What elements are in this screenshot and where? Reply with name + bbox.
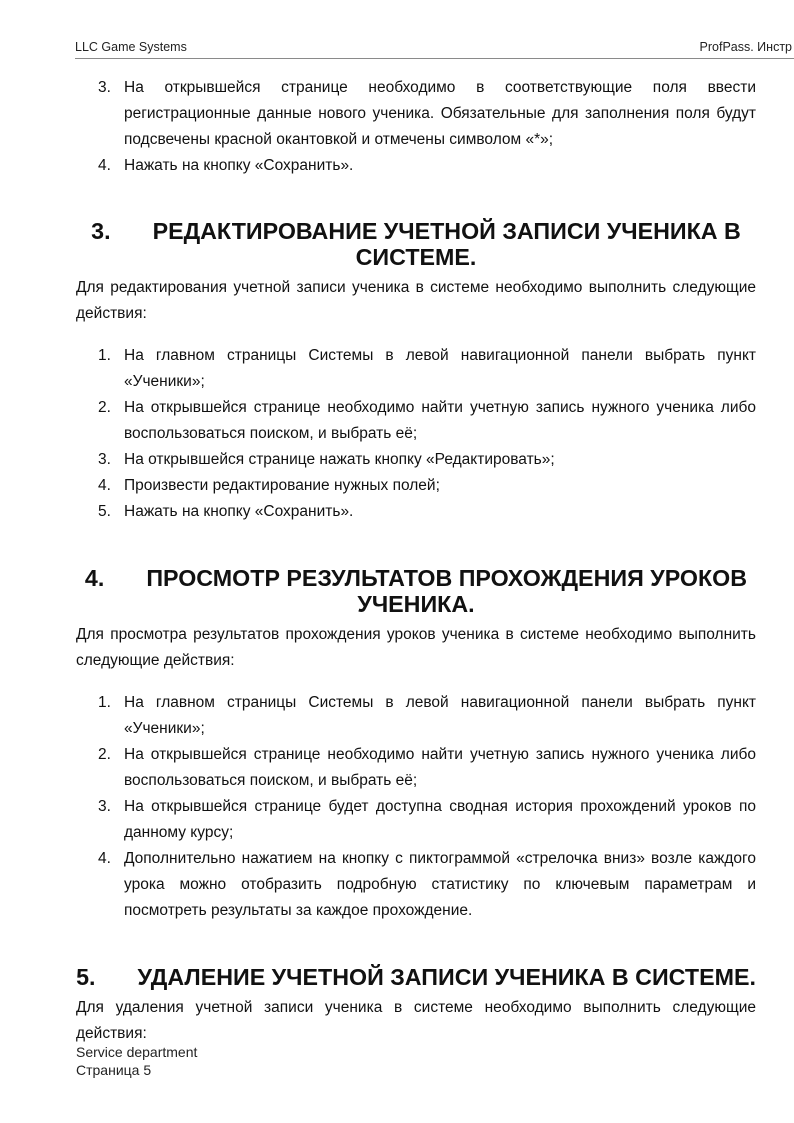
list-item-text: Нажать на кнопку «Сохранить». bbox=[124, 157, 354, 174]
intro-steps-list bbox=[76, 75, 756, 179]
list-item bbox=[76, 473, 756, 499]
list-item-text: На открывшейся странице необходимо найти учетную запись нужного ученика либо воспользоваться поиском, и выбрать её; bbox=[124, 399, 756, 442]
list-item-text: Произвести редактирование нужных полей; bbox=[124, 477, 440, 494]
list-item-text: Дополнительно нажатием на кнопку с пиктограммой «стрелочка вниз» возле каждого урока можно отобразить подробную статистику по ключевым параметрам и посмотреть результаты за каждое прохождение. bbox=[124, 850, 756, 919]
section-heading-results bbox=[76, 565, 756, 617]
list-item-number: 1. bbox=[98, 694, 111, 711]
list-item-number: 4. bbox=[98, 477, 111, 494]
footer-department: Service department bbox=[76, 1044, 198, 1060]
list-item-text: На открывшейся странице необходимо в соответствующие поля ввести регистрационные данные нового ученика. Обязательные для заполнения поля будут подсвечены красной окантовкой и отмечены символом «*»; bbox=[124, 79, 756, 148]
list-item bbox=[76, 742, 756, 794]
list-item-number: 1. bbox=[98, 347, 111, 364]
list-item bbox=[76, 447, 756, 473]
page-footer bbox=[76, 1043, 197, 1079]
list-item-number: 2. bbox=[98, 399, 111, 416]
list-item bbox=[76, 794, 756, 846]
list-item-text: Нажать на кнопку «Сохранить». bbox=[124, 503, 354, 520]
section-title: ПРОСМОТР РЕЗУЛЬТАТОВ ПРОХОЖДЕНИЯ УРОКОВ УЧЕНИКА. bbox=[146, 565, 748, 617]
list-item-number: 3. bbox=[98, 451, 111, 468]
list-item-number: 4. bbox=[98, 157, 111, 174]
list-item-text: На главном страницы Системы в левой навигационной панели выбрать пункт «Ученики»; bbox=[124, 347, 756, 390]
list-item-number: 3. bbox=[98, 798, 111, 815]
section-steps-list bbox=[76, 343, 756, 525]
header-doc-title: ProfPass. Инстр bbox=[699, 40, 792, 54]
section-title: РЕДАКТИРОВАНИЕ УЧЕТНОЙ ЗАПИСИ УЧЕНИКА В СИСТЕМЕ. bbox=[152, 218, 741, 270]
section-number: 3. bbox=[91, 218, 111, 244]
section-number: 5. bbox=[76, 964, 96, 990]
list-item bbox=[76, 499, 756, 525]
header-company: LLC Game Systems bbox=[75, 40, 187, 54]
section-steps-list bbox=[76, 690, 756, 924]
list-item bbox=[76, 153, 756, 179]
list-item-text: На открывшейся странице необходимо найти учетную запись нужного ученика либо воспользоваться поиском, и выбрать её; bbox=[124, 746, 756, 789]
list-item-text: На открывшейся странице нажать кнопку «Редактировать»; bbox=[124, 451, 555, 468]
list-item bbox=[76, 395, 756, 447]
list-item-number: 4. bbox=[98, 850, 111, 867]
footer-page-number: Страница 5 bbox=[76, 1062, 152, 1078]
section-intro: Для редактирования учетной записи ученика в системе необходимо выполнить следующие действия: bbox=[76, 279, 756, 322]
list-item-text: На открывшейся странице будет доступна сводная история прохождений уроков по данному курсу; bbox=[124, 798, 756, 841]
list-item-number: 5. bbox=[98, 503, 111, 520]
list-item-number: 3. bbox=[98, 79, 111, 96]
list-item-text: На главном страницы Системы в левой навигационной панели выбрать пункт «Ученики»; bbox=[124, 694, 756, 737]
section-number: 4. bbox=[84, 565, 105, 591]
page-header bbox=[75, 38, 794, 59]
list-item bbox=[76, 690, 756, 742]
list-item bbox=[76, 846, 756, 924]
page-content bbox=[76, 75, 756, 1047]
section-heading-delete bbox=[76, 964, 756, 990]
section-heading-edit bbox=[76, 218, 756, 270]
list-item-number: 2. bbox=[98, 746, 111, 763]
list-item bbox=[76, 75, 756, 153]
section-intro: Для удаления учетной записи ученика в системе необходимо выполнить следующие действия: bbox=[76, 999, 756, 1042]
section-intro: Для просмотра результатов прохождения уроков ученика в системе необходимо выполнить следующие действия: bbox=[76, 626, 756, 669]
list-item bbox=[76, 343, 756, 395]
section-title: УДАЛЕНИЕ УЧЕТНОЙ ЗАПИСИ УЧЕНИКА В СИСТЕМЕ. bbox=[137, 964, 756, 990]
